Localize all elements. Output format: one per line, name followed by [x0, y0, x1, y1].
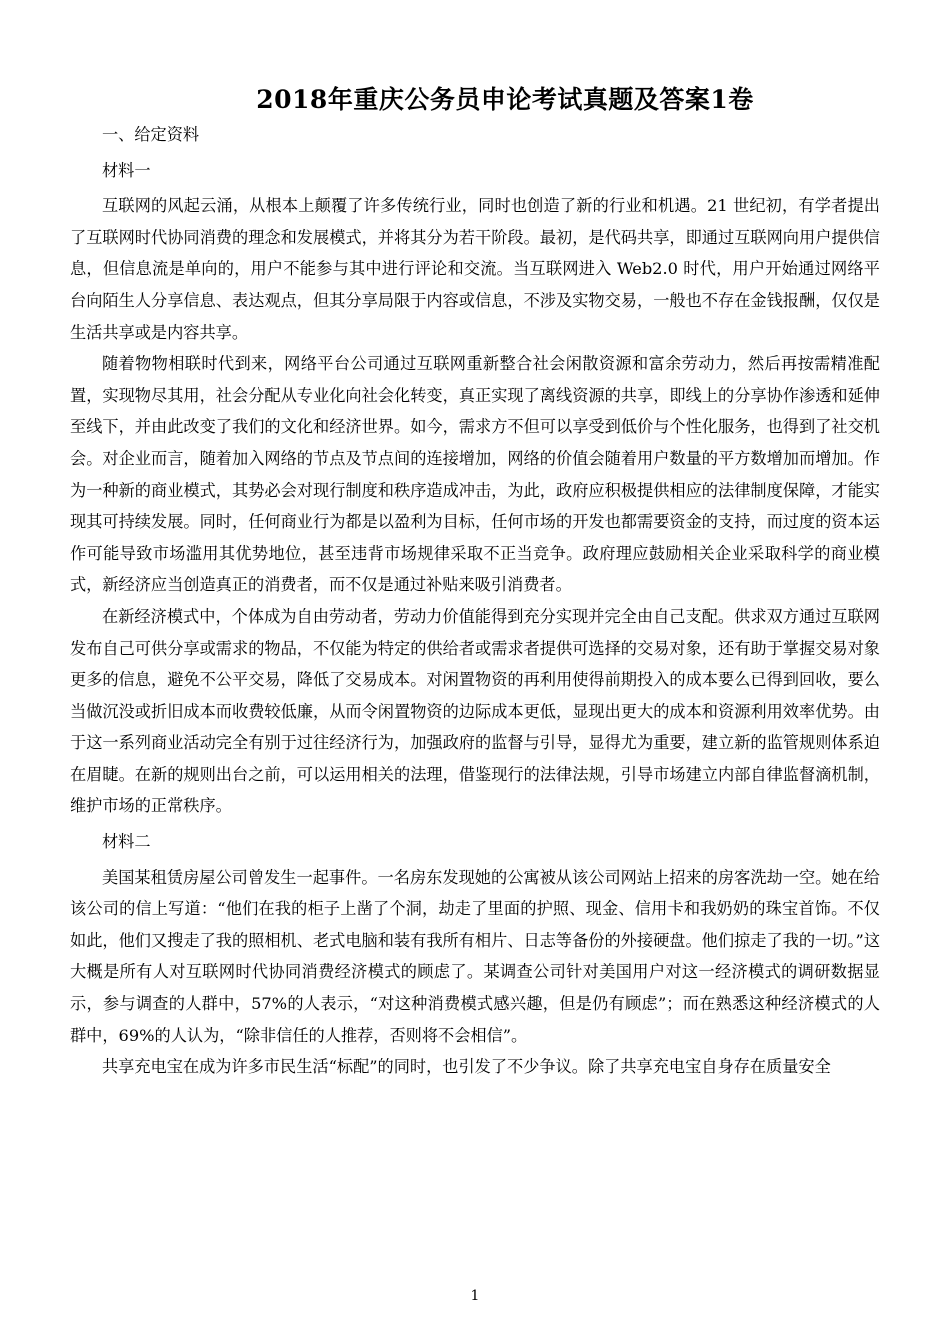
material-1-paragraph: 随着物物相联时代到来，网络平台公司通过互联网重新整合社会闲散资源和富余劳动力，然后再按需精准配置，实现物尽其用，社会分配从专业化向社会化转变，真正实现了离线资源的共享，即线上的分享协作渗透和延伸至线下，并由此改变了我们的文化和经济世界。如今，需求方不但可以享受到低价与个性化服务，也得到了社交机会。对企业而言，随着加入网络的节点及节点间的连接增加，网络的价值会随着用户数量的平方数增加而增加。作为一种新的商业模式，其势必会对现行制度和秩序造成冲击，为此，政府应积极提供相应的法律制度保障，才能实现其可持续发展。同时，任何商业行为都是以盈利为目标，任何市场的开发也都需要资金的支持，而过度的资本运作可能导致市场滥用其优势地位，甚至违背市场规律采取不正当竞争。政府理应鼓励相关企业采取科学的商业模式，新经济应当创造真正的消费者，而不仅是通过补贴来吸引消费者。 [70, 354, 880, 595]
document-body [70, 119, 880, 1083]
material-1-heading: 材料一 [102, 160, 151, 180]
page-title: 2018年重庆公务员申论考试真题及答案1卷 [256, 85, 754, 114]
page-number: 1 [470, 1288, 480, 1304]
material-1-paragraph: 互联网的风起云涌，从根本上颠覆了许多传统行业，同时也创造了新的行业和机遇。21 世纪初，有学者提出了互联网时代协同消费的理念和发展模式，并将其分为若干阶段。最初，是代码共享，即通过互联网向用户提供信息，但信息流是单向的，用户不能参与其中进行评论和交流。当互联网进入 Web2.0 时代，用户开始通过网络平台向陌生人分享信息、表达观点，但其分享局限于内容或信息，不涉及实物交易，一般也不存在金钱报酬，仅仅是生活共享或是内容共享。 [70, 196, 880, 342]
material-2-heading: 材料二 [102, 832, 151, 852]
material-2-paragraph: 共享充电宝在成为许多市民生活“标配”的同时，也引发了不少争议。除了共享充电宝自身存在质量安全 [102, 1057, 831, 1077]
section-heading: 一、给定资料 [102, 125, 200, 144]
material-2-paragraph: 美国某租赁房屋公司曾发生一起事件。一名房东发现她的公寓被从该公司网站上招来的房客洗劫一空。她在给该公司的信上写道：“他们在我的柜子上凿了个洞，劫走了里面的护照、现金、信用卡和我奶奶的珠宝首饰。不仅如此，他们又搜走了我的照相机、老式电脑和装有我所有相片、日志等备份的外接硬盘。他们掠走了我的一切。”这大概是所有人对互联网时代协同消费经济模式的顾虑了。某调查公司针对美国用户对这一经济模式的调研数据显示，参与调查的人群中，57%的人表示，“对这种消费模式感兴趣，但是仍有顾虑”；而在熟悉这种经济模式的人群中，69%的人认为，“除非信任的人推荐，否则将不会相信”。 [70, 867, 880, 1045]
material-1-paragraph: 在新经济模式中，个体成为自由劳动者，劳动力价值能得到充分实现并完全由自己支配。供求双方通过互联网发布自己可供分享或需求的物品，不仅能为特定的供给者或需求者提供可选择的交易对象，还有助于掌握交易对象更多的信息，避免不公平交易，降低了交易成本。对闲置物资的再利用使得前期投入的成本要么已得到回收，要么当做沉没或折旧成本而收费较低廉，从而令闲置物资的边际成本更低，显现出更大的成本和资源利用效率优势。由于这一系列商业活动完全有别于过往经济行为，加强政府的监督与引导，显得尤为重要，建立新的监管规则体系迫在眉睫。在新的规则出台之前，可以运用相关的法理，借鉴现行的法律法规，引导市场建立内部自律监督滴机制，维护市场的正常秩序。 [70, 606, 880, 816]
